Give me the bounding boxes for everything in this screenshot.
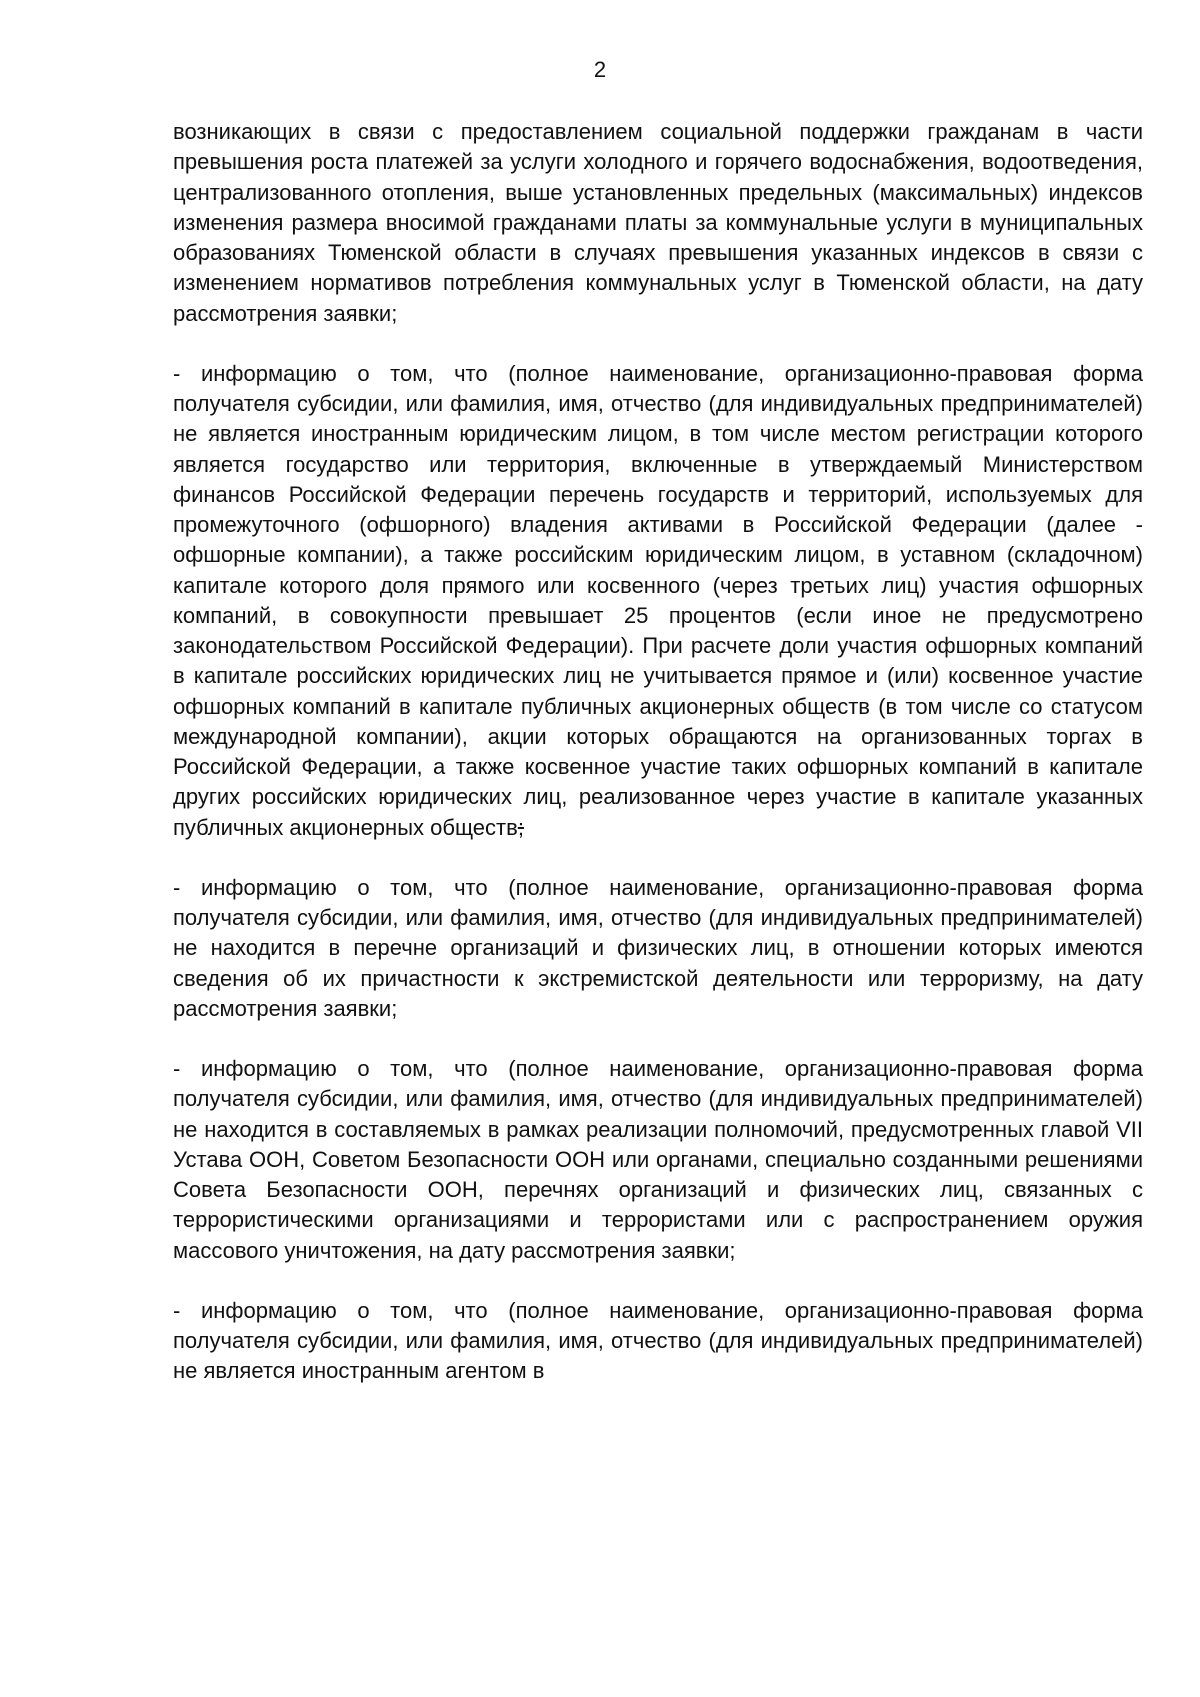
paragraph-offshore-info [173,359,1143,843]
paragraph-offshore-text: - информацию о том, что (полное наименование, организационно-правовая форма получателя субсидии, или фамилия, имя, отчество (для индивидуальных предпринимателей) не является иностранным юридическим лицом, в том числе местом регистрации которого является государство или территория, включенные в утверждаемый Министерством финансов Российской Федерации перечень государств и территорий, используемых для промежуточного (офшорного) владения активами в Российской Федерации (далее - офшорные компании), а также российским юридическим лицом, в уставном (складочном) капитале которого доля прямого или косвенного (через третьих лиц) участия офшорных компаний, в совокупности превышает 25 процентов (если иное не предусмотрено законодательством Российской Федерации). При расчете доли участия офшорных компаний в капитале российских юридических лиц не учитывается прямое и (или) косвенное участие офшорных компаний в капитале публичных акционерных обществ (в том числе со статусом международной компании), акции которых обращаются на организованных торгах в Российской Федерации, а также косвенное участие таких офшорных компаний в капитале других российских юридических лиц, реализованное через участие в капитале указанных публичных акционерных обществ [173,360,1143,840]
paragraph-extremism-list: - информацию о том, что (полное наименование, организационно-правовая форма получателя субсидии, или фамилия, имя, отчество (для индивидуальных предпринимателей) не находится в перечне организаций и физических лиц, в отношении которых имеются сведения об их причастности к экстремистской деятельности или терроризму, на дату рассмотрения заявки; [173,874,1143,1021]
paragraph-social-support: возникающих в связи с предоставлением социальной поддержки гражданам в части превышения роста платежей за услуги холодного и горячего водоснабжения, водоотведения, централизованного отопления, выше установленных предельных (максимальных) индексов изменения размера вносимой гражданами платы за коммунальные услуги в муниципальных образованиях Тюменской области в случаях превышения указанных индексов в связи с изменением нормативов потребления коммунальных услуг в Тюменской области, на дату рассмотрения заявки; [173,119,1143,326]
struck-semicolon: ; [517,814,524,840]
page-number: 2 [593,57,607,82]
paragraph-un-sanctions: - информацию о том, что (полное наименование, организационно-правовая форма получателя субсидии, или фамилия, имя, отчество (для индивидуальных предпринимателей) не находится в составляемых в рамках реализации полномочий, предусмотренных главой VII Устава ООН, Советом Безопасности ООН или органами, специально созданными решениями Совета Безопасности ООН, перечнях организаций и физических лиц, связанных с террористическими организациями и террористами или с распространением оружия массового уничтожения, на дату рассмотрения заявки; [173,1056,1143,1263]
paragraph-foreign-agent: - информацию о том, что (полное наименование, организационно-правовая форма получателя субсидии, или фамилия, имя, отчество (для индивидуальных предпринимателей) не является иностранным агентом в [173,1297,1143,1384]
document-body [173,117,1143,1417]
